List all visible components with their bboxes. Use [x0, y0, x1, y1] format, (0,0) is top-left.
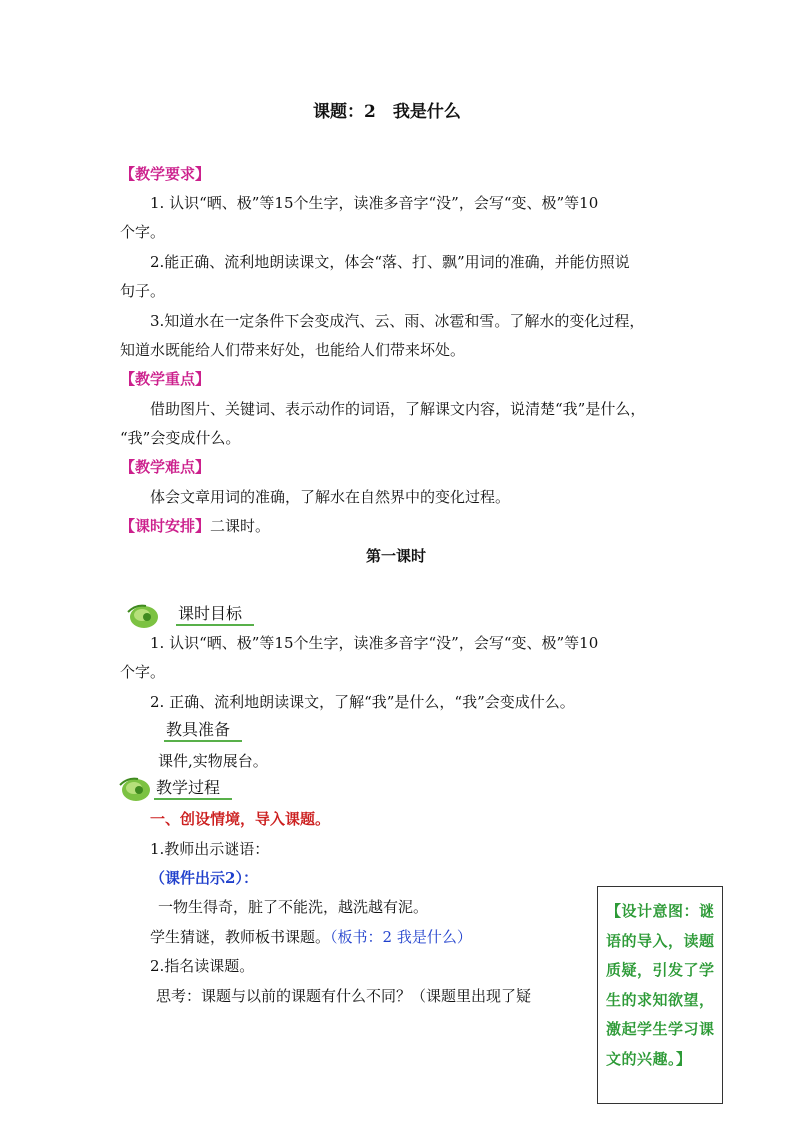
goal-1-line-1: 1. 认识“晒、极”等15个生字，读准多音字“没”，会写“变、极”等10	[150, 634, 599, 652]
goals-heading-wrap	[176, 604, 254, 624]
key-points-line-1: 借助图片、关键词、表示动作的词语，了解课文内容，说清楚“我”是什么，	[150, 400, 646, 418]
requirement-1-line-1: 1. 认识“晒、极”等15个生字，读准多音字“没”，会写“变、极”等10	[150, 194, 599, 212]
step-1-heading: 一、创设情境，导入课题。	[150, 810, 331, 828]
goals-heading: 课时目标	[176, 604, 254, 626]
difficulties-line-1: 体会文章用词的准确，了解水在自然界中的变化过程。	[150, 488, 511, 506]
schedule-row	[120, 516, 270, 536]
section-heading-key-points: 【教学重点】	[120, 370, 211, 388]
key-points-line-2: “我”会变成什么。	[120, 429, 241, 447]
step-1-item-1: 1.教师出示谜语：	[150, 840, 270, 858]
think-line: 思考：课题与以前的课题有什么不同？（课题里出现了疑	[156, 987, 532, 1005]
section-heading-requirements: 【教学要求】	[120, 165, 211, 183]
schedule-value: 二课时。	[210, 517, 271, 535]
design-note-text: 【设计意图：谜语的导入，读题质疑，引发了学生的求知欲望，激起学生学习课文的兴趣。】	[606, 902, 715, 1068]
section-heading-difficulties: 【教学难点】	[120, 458, 211, 476]
tools-heading-wrap	[164, 720, 242, 740]
process-heading-wrap	[154, 778, 232, 798]
process-heading: 教学过程	[154, 778, 232, 800]
design-note-box	[597, 886, 723, 1104]
requirement-2-line-2: 句子。	[120, 282, 166, 300]
lesson-title: 第一课时	[366, 547, 427, 565]
guess-row	[150, 927, 472, 947]
section-heading-schedule: 【课时安排】	[120, 517, 211, 535]
step-1-item-2: 2.指名读课题。	[150, 957, 255, 975]
requirement-1-line-2: 个字。	[120, 223, 166, 241]
tools-heading: 教具准备	[164, 720, 242, 742]
guess-text: 学生猜谜，教师板书课题。	[150, 928, 331, 946]
goal-2-line-1: 2. 正确、流利地朗读课文，了解“我”是什么，“我”会变成什么。	[150, 693, 575, 711]
courseware-label: （课件出示2）：	[150, 869, 258, 887]
leaf-icon	[126, 600, 160, 630]
requirement-2-line-1: 2.能正确、流利地朗读课文，体会“落、打、飘”用词的准确，并能仿照说	[150, 253, 630, 271]
board-text: （板书：2 我是什么）	[330, 928, 472, 946]
goal-1-line-2: 个字。	[120, 663, 166, 681]
riddle-text: 一物生得奇，脏了不能洗，越洗越有泥。	[158, 898, 429, 916]
requirement-3-line-1: 3.知道水在一定条件下会变成汽、云、雨、冰雹和雪。了解水的变化过程，	[150, 312, 645, 330]
page-title: 课题：2 我是什么	[313, 102, 461, 122]
tools-value: 课件,实物展台。	[158, 752, 268, 770]
leaf-icon	[118, 773, 152, 803]
requirement-3-line-2: 知道水既能给人们带来好处，也能给人们带来坏处。	[120, 341, 466, 359]
